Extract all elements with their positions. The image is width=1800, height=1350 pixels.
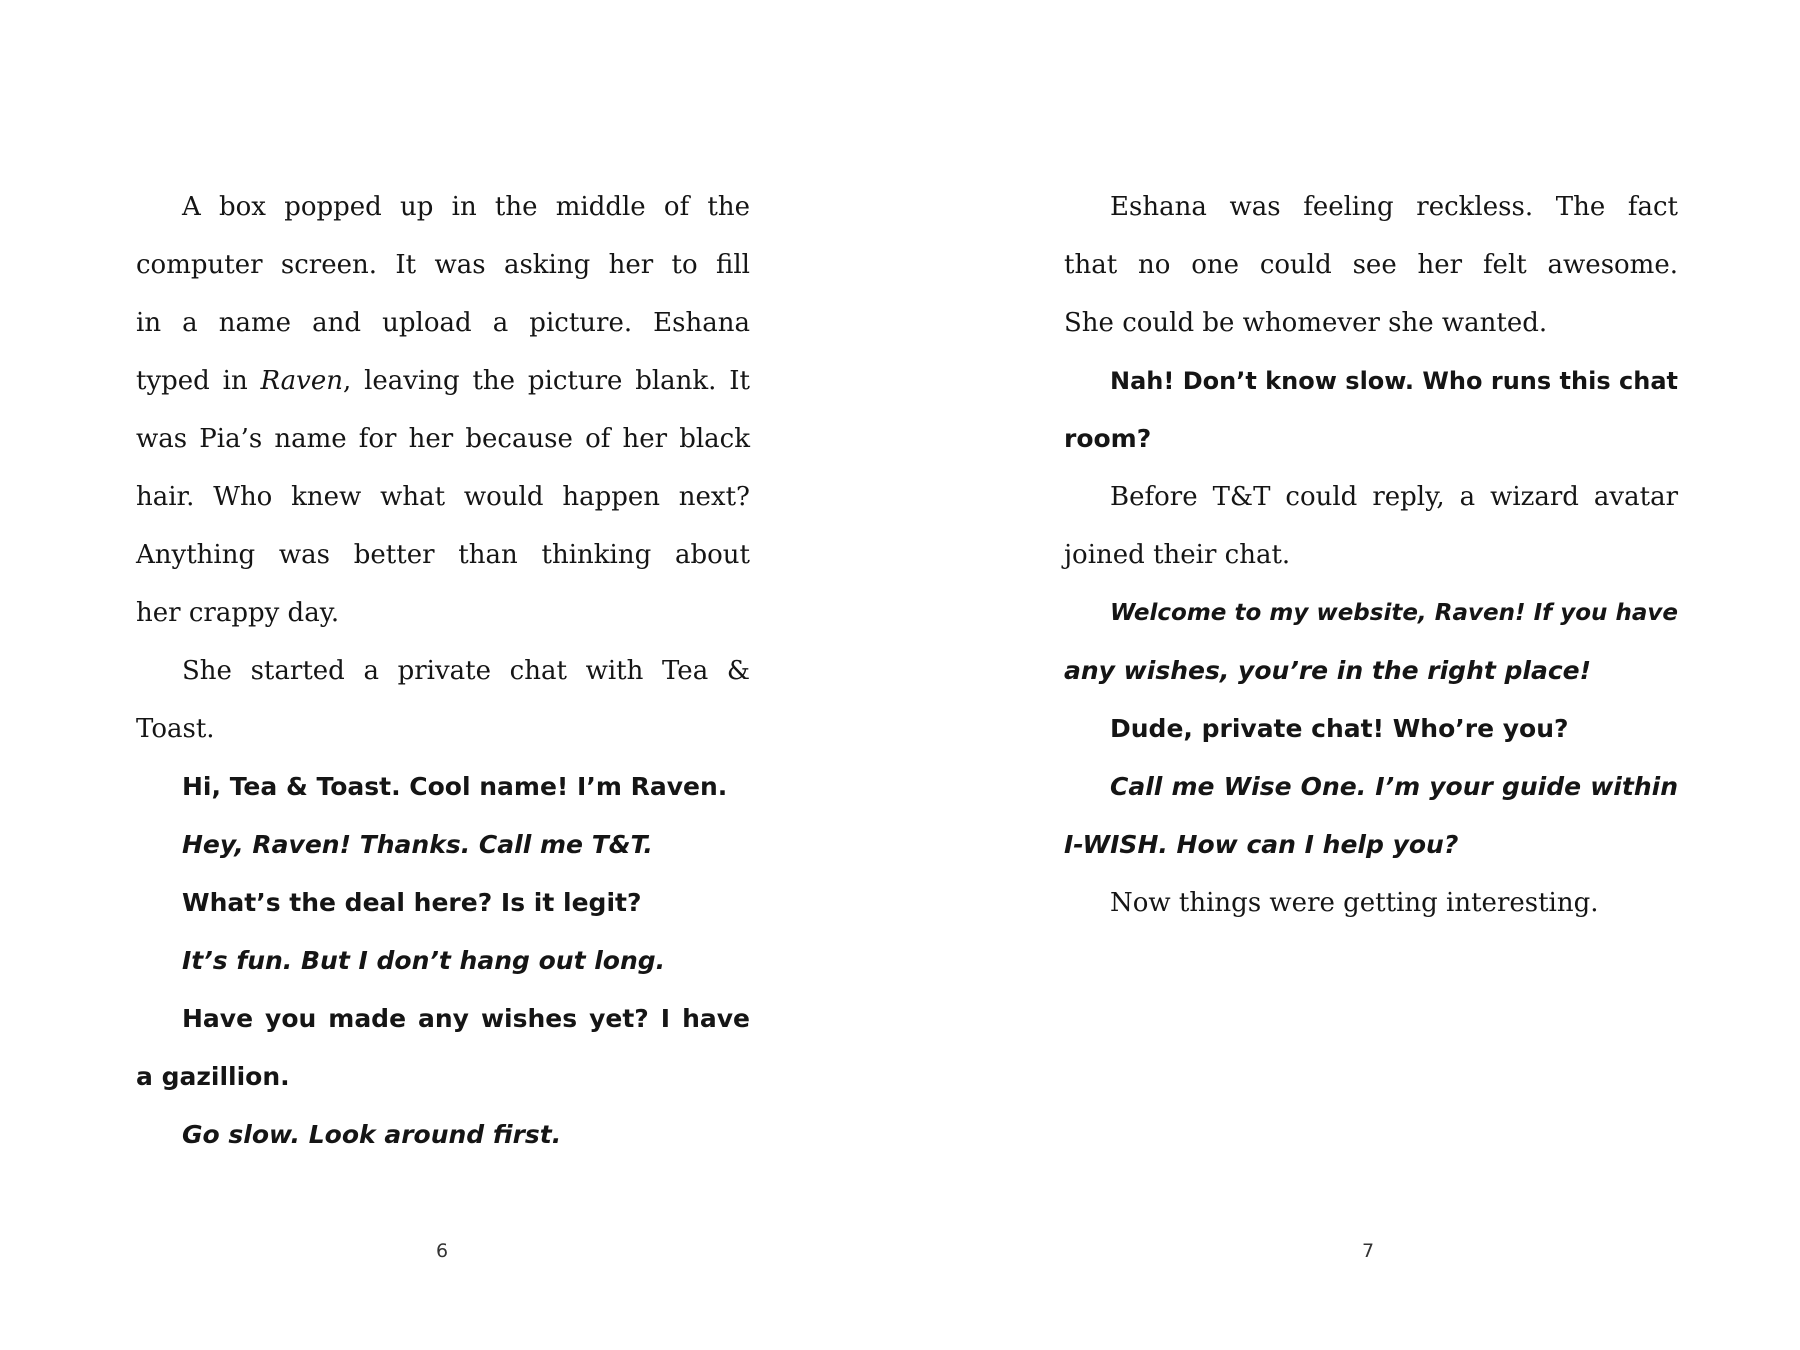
text-line	[136, 700, 750, 758]
text-line-content: a gazillion.	[136, 1062, 290, 1091]
text-line-content: A box popped up in the middle of the	[182, 192, 750, 222]
text-line-content: Have you made any wishes yet? I have	[182, 1004, 750, 1033]
text-line-content: Now things were getting interesting.	[1110, 888, 1599, 918]
text-line-content: Welcome to my website, Raven! If you have	[1110, 600, 1678, 626]
text-line-content: She could be whomever she wanted.	[1064, 308, 1548, 338]
text-line	[1064, 758, 1678, 816]
text-line	[136, 410, 750, 468]
text-line-content: She started a private chat with Tea &	[182, 656, 750, 686]
text-line	[1064, 816, 1678, 874]
text-line	[136, 1048, 750, 1106]
text-line-content: computer screen. It was asking her to fill	[136, 250, 750, 280]
page-number: 7	[1361, 1240, 1375, 1262]
text-line	[1064, 352, 1678, 410]
text-line	[136, 294, 750, 352]
text-line-content: Eshana was feeling reckless. The fact	[1110, 192, 1678, 222]
text-line-content: Hi, Tea & Toast. Cool name! I’m Raven.	[182, 772, 728, 801]
text-line-content: any wishes, you’re in the right place!	[1064, 656, 1592, 685]
left-page-text	[136, 178, 750, 1164]
text-line-content: Call me Wise One. I’m your guide within	[1110, 772, 1678, 801]
text-line-content: It’s fun. But I don’t hang out long.	[182, 946, 666, 975]
text-line	[136, 1106, 750, 1164]
text-line-content: room?	[1064, 424, 1152, 453]
text-line-content	[136, 352, 750, 410]
text-line	[136, 468, 750, 526]
text-line-content: in a name and upload a picture. Eshana	[136, 308, 750, 338]
text-line-content: I-WISH. How can I help you?	[1064, 830, 1459, 859]
right-page	[900, 0, 1800, 1350]
italic-name: Raven	[260, 366, 343, 396]
text-line-content: Go slow. Look around first.	[182, 1120, 562, 1149]
text-line-content: hair. Who knew what would happen next?	[136, 482, 750, 512]
text-line-content: was Pia’s name for her because of her black	[136, 424, 750, 454]
text-line	[136, 990, 750, 1048]
text-line	[1064, 294, 1678, 352]
text-line-content: her crappy day.	[136, 598, 340, 628]
text-line-content: Hey, Raven! Thanks. Call me T&T.	[182, 830, 653, 859]
text-line-content: joined their chat.	[1064, 540, 1291, 570]
text-line-content: Before T&T could reply, a wizard avatar	[1110, 482, 1678, 512]
text-line	[136, 352, 750, 410]
text-run: typed in	[136, 366, 261, 396]
text-line-content: that no one could see her felt awesome.	[1064, 250, 1678, 280]
text-line	[136, 526, 750, 584]
text-line	[1064, 410, 1678, 468]
text-line	[136, 178, 750, 236]
text-line	[1064, 642, 1678, 700]
text-line	[1064, 700, 1678, 758]
text-run: , leaving the picture blank. It	[343, 366, 750, 396]
text-line	[136, 816, 750, 874]
text-line	[1064, 526, 1678, 584]
text-line	[1064, 178, 1678, 236]
text-line	[1064, 468, 1678, 526]
text-line	[1064, 584, 1678, 642]
text-line-content: Toast.	[136, 714, 215, 744]
text-line	[136, 584, 750, 642]
right-page-text	[1064, 178, 1678, 932]
text-line	[136, 874, 750, 932]
page-number: 6	[435, 1240, 449, 1262]
text-line-content: Dude, private chat! Who’re you?	[1110, 714, 1569, 743]
text-line	[1064, 874, 1678, 932]
text-line-content: What’s the deal here? Is it legit?	[182, 888, 642, 917]
text-line	[1064, 236, 1678, 294]
text-line	[136, 932, 750, 990]
text-line	[136, 758, 750, 816]
text-line	[136, 236, 750, 294]
text-line-content: Anything was better than thinking about	[136, 540, 750, 570]
text-line-content: Nah! Don’t know slow. Who runs this chat	[1110, 367, 1678, 395]
text-line	[136, 642, 750, 700]
